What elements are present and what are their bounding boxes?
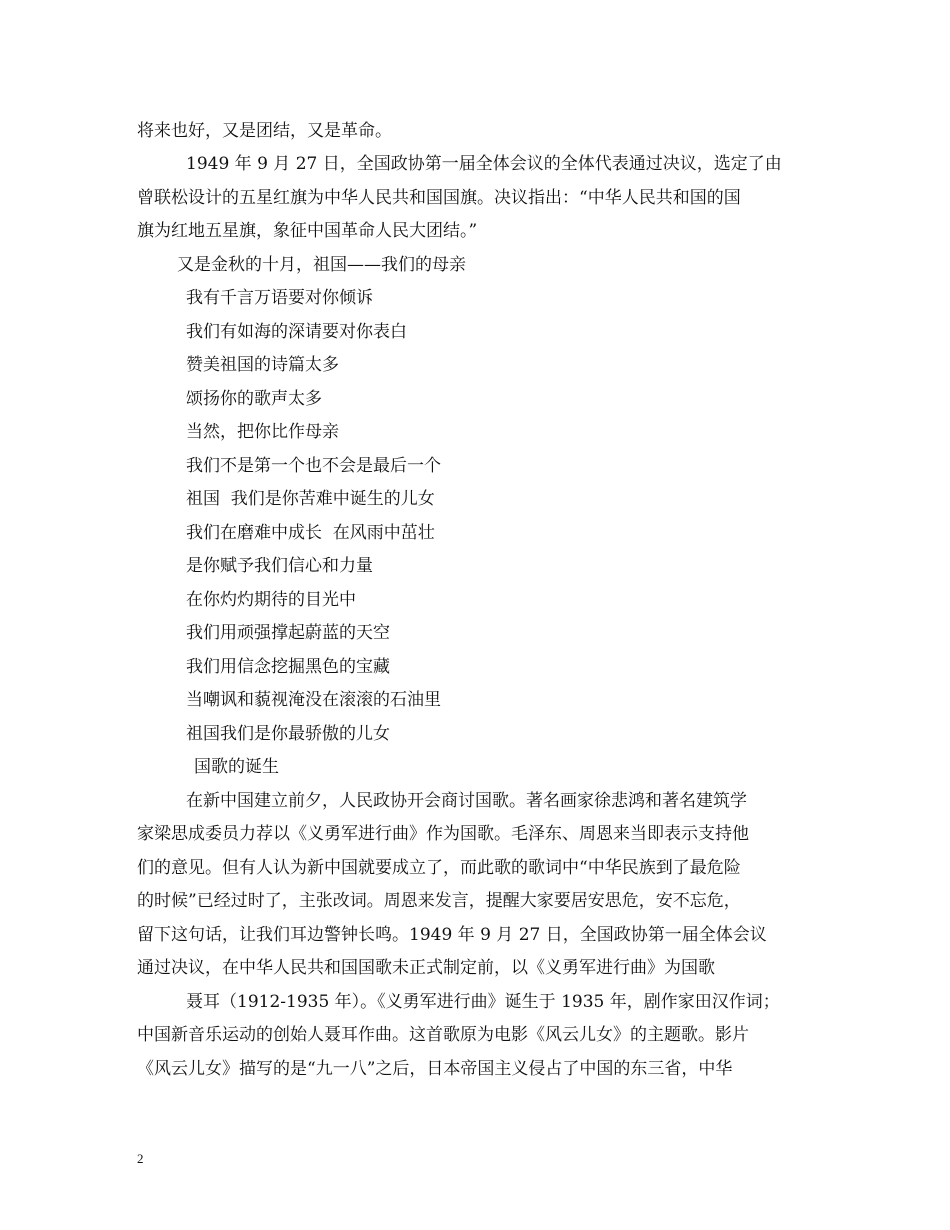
poem-line: 是你赋予我们信心和力量 <box>186 556 373 576</box>
text-line: 中国新音乐运动的创始人聂耳作曲。这首歌原为电影《风云儿女》的主题歌。影片 <box>137 1025 749 1045</box>
text-line: 在新中国建立前夕，人民政协开会商讨国歌。著名画家徐悲鸿和著名建筑学 <box>186 791 747 811</box>
text-line: 将来也好，又是团结，又是革命。 <box>137 121 392 141</box>
text-line: 1949 年 9 月 27 日，全国政协第一届全体会议的全体代表通过决议，选定了由 <box>186 154 782 174</box>
text-line: 留下这句话，让我们耳边警钟长鸣。1949 年 9 月 27 日，全国政协第一届全体会议 <box>137 925 767 945</box>
text-line: 《风云儿女》描写的是“九一八”之后，日本帝国主义侵占了中国的东三省，中华 <box>137 1059 733 1079</box>
poem-line: 当然，把你比作母亲 <box>186 422 339 442</box>
poem-line: 当嘲讽和藐视淹没在滚滚的石油里 <box>186 690 441 710</box>
text-line: 旗为红地五星旗，象征中国革命人民大团结。” <box>137 221 478 241</box>
poem-line: 在你灼灼期待的目光中 <box>186 590 356 610</box>
poem-line: 我们有如海的深请要对你表白 <box>186 322 407 342</box>
poem-line: 赞美祖国的诗篇太多 <box>186 355 339 375</box>
poem-line: 我们不是第一个也不会是最后一个 <box>186 456 441 476</box>
text-line: 曾联松设计的五星红旗为中华人民共和国国旗。决议指出：“中华人民共和国的国 <box>137 188 741 208</box>
text-line: 家梁思成委员力荐以《义勇军进行曲》作为国歌。毛泽东、周恩来当即表示支持他 <box>137 824 749 844</box>
poem-line: 我们用顽强撑起蔚蓝的天空 <box>186 623 390 643</box>
text-line: 又是金秋的十月，祖国——我们的母亲 <box>177 255 466 275</box>
poem-line: 颂扬你的歌声太多 <box>186 389 322 409</box>
page-number: 2 <box>137 1151 144 1166</box>
text-line: 聂耳（1912-1935 年）。《义勇军进行曲》诞生于 1935 年，剧作家田汉作词； <box>186 992 780 1012</box>
section-heading: 国歌的诞生 <box>194 757 279 777</box>
poem-line: 我们在磨难中成长 在风雨中茁壮 <box>186 523 435 543</box>
poem-line: 我有千言万语要对你倾诉 <box>186 288 373 308</box>
text-line: 们的意见。但有人认为新中国就要成立了，而此歌的歌词中“中华民族到了最危险 <box>137 858 741 878</box>
text-line: 通过决议，在中华人民共和国国歌未正式制定前，以《义勇军进行曲》为国歌 <box>137 958 715 978</box>
poem-line: 祖国我们是你最骄傲的儿女 <box>186 724 390 744</box>
poem-line: 祖国 我们是你苦难中诞生的儿女 <box>186 489 435 509</box>
poem-line: 我们用信念挖掘黑色的宝藏 <box>186 657 390 677</box>
text-line: 的时候”已经过时了，主张改词。周恩来发言，提醒大家要居安思危，安不忘危， <box>137 891 741 911</box>
